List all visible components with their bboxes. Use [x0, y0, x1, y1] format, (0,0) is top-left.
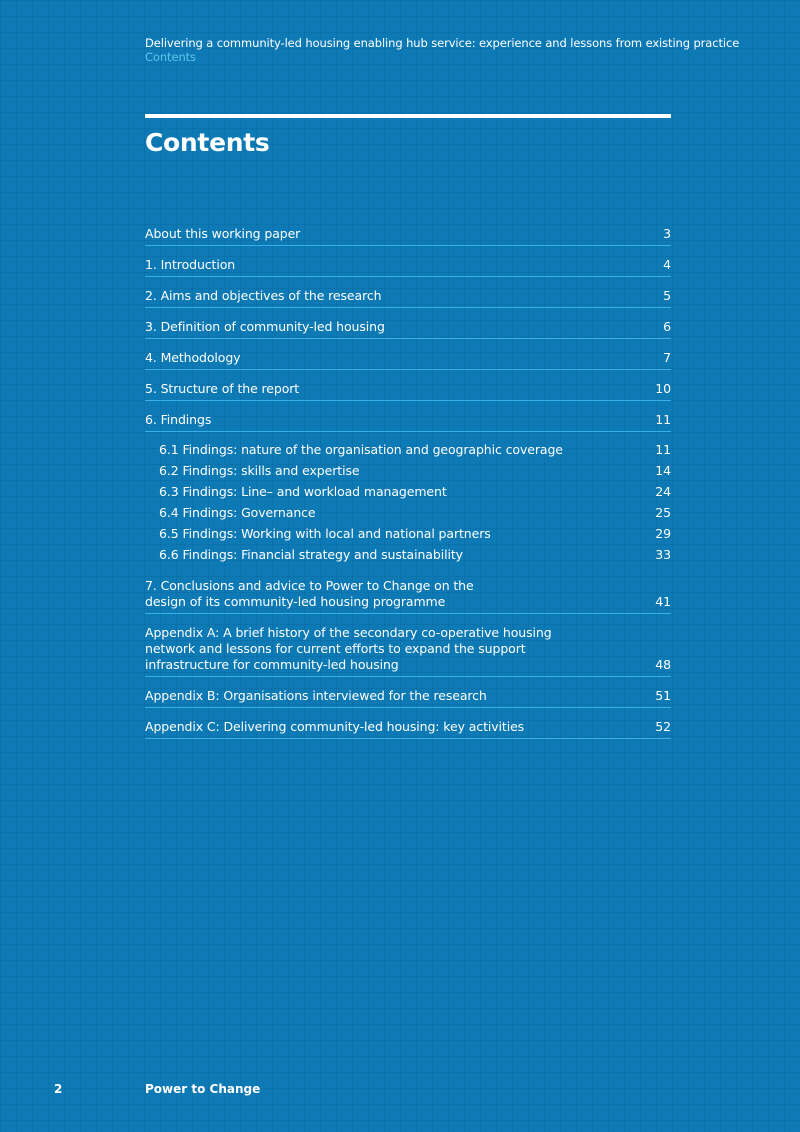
toc-entry-label-line: infrastructure for community-led housing — [145, 657, 399, 672]
toc-entry-page: 48 — [655, 657, 671, 672]
toc-entry-label: 6.4 Findings: Governance — [159, 505, 316, 520]
toc-subentry-6-5[interactable] — [145, 524, 671, 545]
toc-entry-page: 25 — [655, 505, 671, 520]
toc-subentry-6-1[interactable] — [145, 440, 671, 461]
toc-entry-label: 6.1 Findings: nature of the organisation and geographic coverage — [159, 442, 563, 457]
toc-entry-methodology[interactable] — [145, 347, 671, 370]
toc-entry-conclusions[interactable] — [145, 575, 671, 614]
toc-entry-page: 11 — [655, 442, 671, 457]
toc-entry-label: Appendix B: Organisations interviewed for the research — [145, 688, 487, 703]
toc-entry-label-line: Appendix A: A brief history of the secondary co-operative housing — [145, 625, 552, 640]
toc-entry-page: 29 — [655, 526, 671, 541]
toc-entry-page: 5 — [663, 288, 671, 303]
toc-entry-page: 51 — [655, 688, 671, 703]
toc-entry-page: 41 — [655, 594, 671, 609]
toc-entry-label: 5. Structure of the report — [145, 381, 300, 396]
page-title: Contents — [145, 128, 270, 157]
toc-entry-label: 3. Definition of community-led housing — [145, 319, 385, 334]
toc-entry-appendix-c[interactable] — [145, 716, 671, 739]
toc-entry-page: 52 — [655, 719, 671, 734]
toc-entry-appendix-a[interactable] — [145, 622, 671, 677]
toc-entry-label: 6. Findings — [145, 412, 212, 427]
table-of-contents — [145, 223, 671, 747]
running-title: Delivering a community-led housing enabling hub service: experience and lessons from existing practice — [145, 36, 740, 50]
toc-entry-label: 2. Aims and objectives of the research — [145, 288, 382, 303]
toc-subentry-6-3[interactable] — [145, 482, 671, 503]
toc-entry-label: 6.2 Findings: skills and expertise — [159, 463, 360, 478]
running-section: Contents — [145, 50, 196, 64]
toc-entry-definition[interactable] — [145, 316, 671, 339]
page-number: 2 — [54, 1082, 63, 1096]
toc-entry-page: 4 — [663, 257, 671, 272]
toc-entry-label — [145, 625, 552, 673]
footer-organisation: Power to Change — [145, 1082, 261, 1096]
toc-subentry-6-6[interactable] — [145, 545, 671, 566]
toc-entry-label: 6.6 Findings: Financial strategy and sustainability — [159, 547, 463, 562]
toc-subentry-6-4[interactable] — [145, 503, 671, 524]
toc-entry-findings[interactable] — [145, 409, 671, 432]
toc-entry-appendix-b[interactable] — [145, 685, 671, 708]
toc-subentry-6-2[interactable] — [145, 461, 671, 482]
toc-entry-label: About this working paper — [145, 226, 301, 241]
toc-entry-page: 11 — [655, 412, 671, 427]
toc-entry-page: 6 — [663, 319, 671, 334]
toc-entry-label: 1. Introduction — [145, 257, 236, 272]
toc-entry-label: 6.3 Findings: Line– and workload management — [159, 484, 447, 499]
toc-entry-about[interactable] — [145, 223, 671, 246]
toc-entry-label: 6.5 Findings: Working with local and national partners — [159, 526, 491, 541]
toc-entry-structure[interactable] — [145, 378, 671, 401]
toc-entry-page: 14 — [655, 463, 671, 478]
running-header — [145, 36, 739, 64]
title-rule — [145, 114, 671, 118]
toc-entry-label: Appendix C: Delivering community-led housing: key activities — [145, 719, 525, 734]
toc-entry-label-line: 7. Conclusions and advice to Power to Change on the — [145, 578, 474, 593]
toc-entry-page: 7 — [663, 350, 671, 365]
toc-entry-aims[interactable] — [145, 285, 671, 308]
toc-entry-page: 3 — [663, 226, 671, 241]
toc-entry-label: 4. Methodology — [145, 350, 241, 365]
toc-entry-introduction[interactable] — [145, 254, 671, 277]
toc-entry-label — [145, 578, 474, 610]
toc-entry-page: 10 — [655, 381, 671, 396]
toc-entry-label-line: network and lessons for current efforts to expand the support — [145, 641, 526, 656]
toc-entry-page: 24 — [655, 484, 671, 499]
toc-entry-label-line: design of its community-led housing programme — [145, 594, 446, 609]
toc-entry-page: 33 — [655, 547, 671, 562]
